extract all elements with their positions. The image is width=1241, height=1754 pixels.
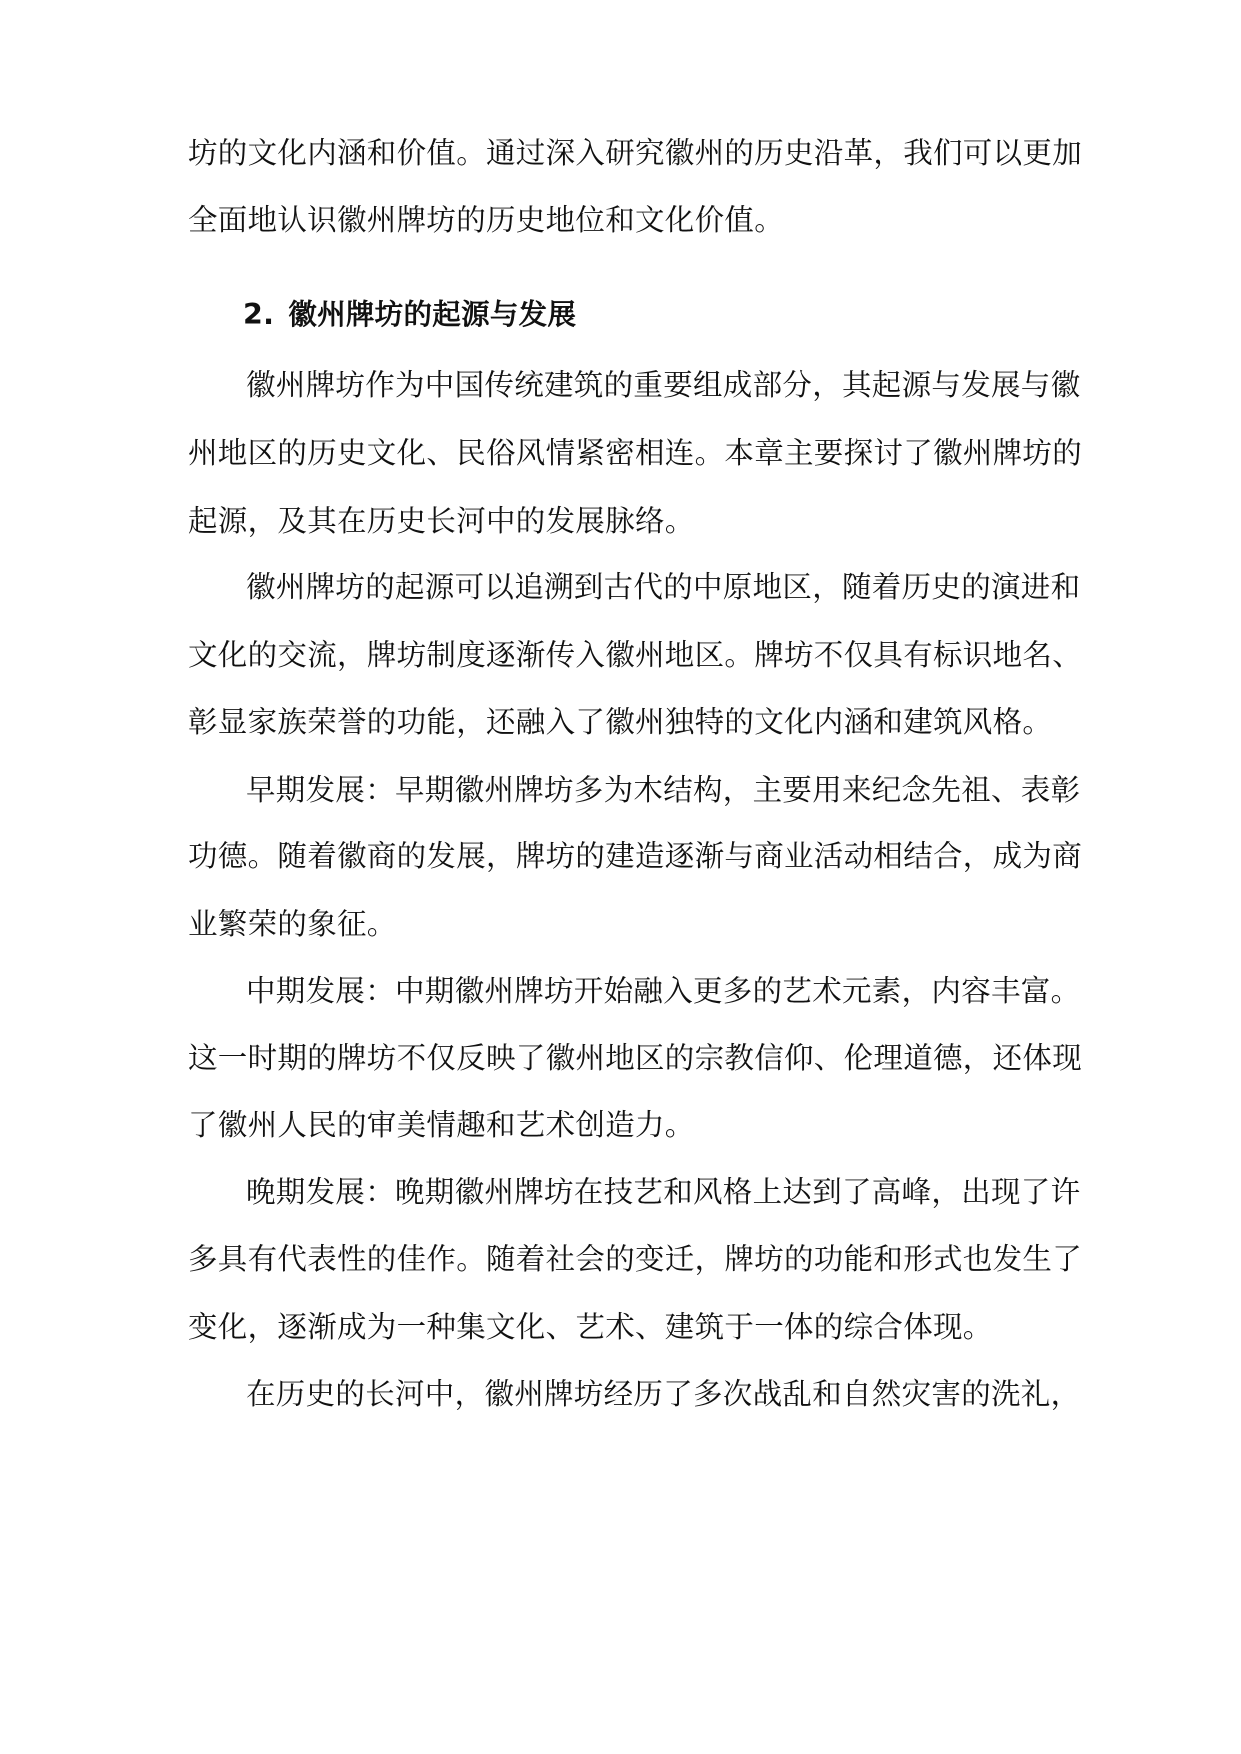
- text-line: 全面地认识徽州牌坊的历史地位和文化价值。: [188, 203, 785, 237]
- text-line: 变化，逐渐成为一种集文化、艺术、建筑于一体的综合体现。: [188, 1310, 993, 1344]
- text-line: 中期发展：中期徽州牌坊开始融入更多的艺术元素，内容丰富。: [246, 974, 1081, 1008]
- text-line: 早期发展：早期徽州牌坊多为木结构，主要用来纪念先祖、表彰: [246, 773, 1081, 807]
- text-line: 多具有代表性的佳作。随着社会的变迁，牌坊的功能和形式也发生了: [188, 1242, 1083, 1276]
- section-heading: [243, 298, 577, 331]
- text-line: 徽州牌坊作为中国传统建筑的重要组成部分，其起源与发展与徽: [246, 368, 1081, 402]
- text-line: 彰显家族荣誉的功能，还融入了徽州独特的文化内涵和建筑风格。: [188, 705, 1053, 739]
- text-line: 这一时期的牌坊不仅反映了徽州地区的宗教信仰、伦理道德，还体现: [188, 1041, 1083, 1075]
- text-line: 了徽州人民的审美情趣和艺术创造力。: [188, 1108, 695, 1142]
- section-title: 徽州牌坊的起源与发展: [288, 298, 577, 331]
- text-line: 文化的交流，牌坊制度逐渐传入徽州地区。牌坊不仅具有标识地名、: [188, 638, 1083, 672]
- text-line: 功德。随着徽商的发展，牌坊的建造逐渐与商业活动相结合，成为商: [188, 839, 1083, 873]
- section-number: 2.: [243, 298, 275, 331]
- text-line: 在历史的长河中，徽州牌坊经历了多次战乱和自然灾害的洗礼，: [246, 1377, 1081, 1411]
- text-line: 州地区的历史文化、民俗风情紧密相连。本章主要探讨了徽州牌坊的: [188, 436, 1083, 470]
- text-line: 起源，及其在历史长河中的发展脉络。: [188, 504, 695, 538]
- text-line: 晚期发展：晚期徽州牌坊在技艺和风格上达到了高峰，出现了许: [246, 1175, 1081, 1209]
- text-line: 业繁荣的象征。: [188, 907, 397, 941]
- text-line: 徽州牌坊的起源可以追溯到古代的中原地区，随着历史的演进和: [246, 570, 1081, 604]
- text-line: 坊的文化内涵和价值。通过深入研究徽州的历史沿革，我们可以更加: [188, 136, 1083, 170]
